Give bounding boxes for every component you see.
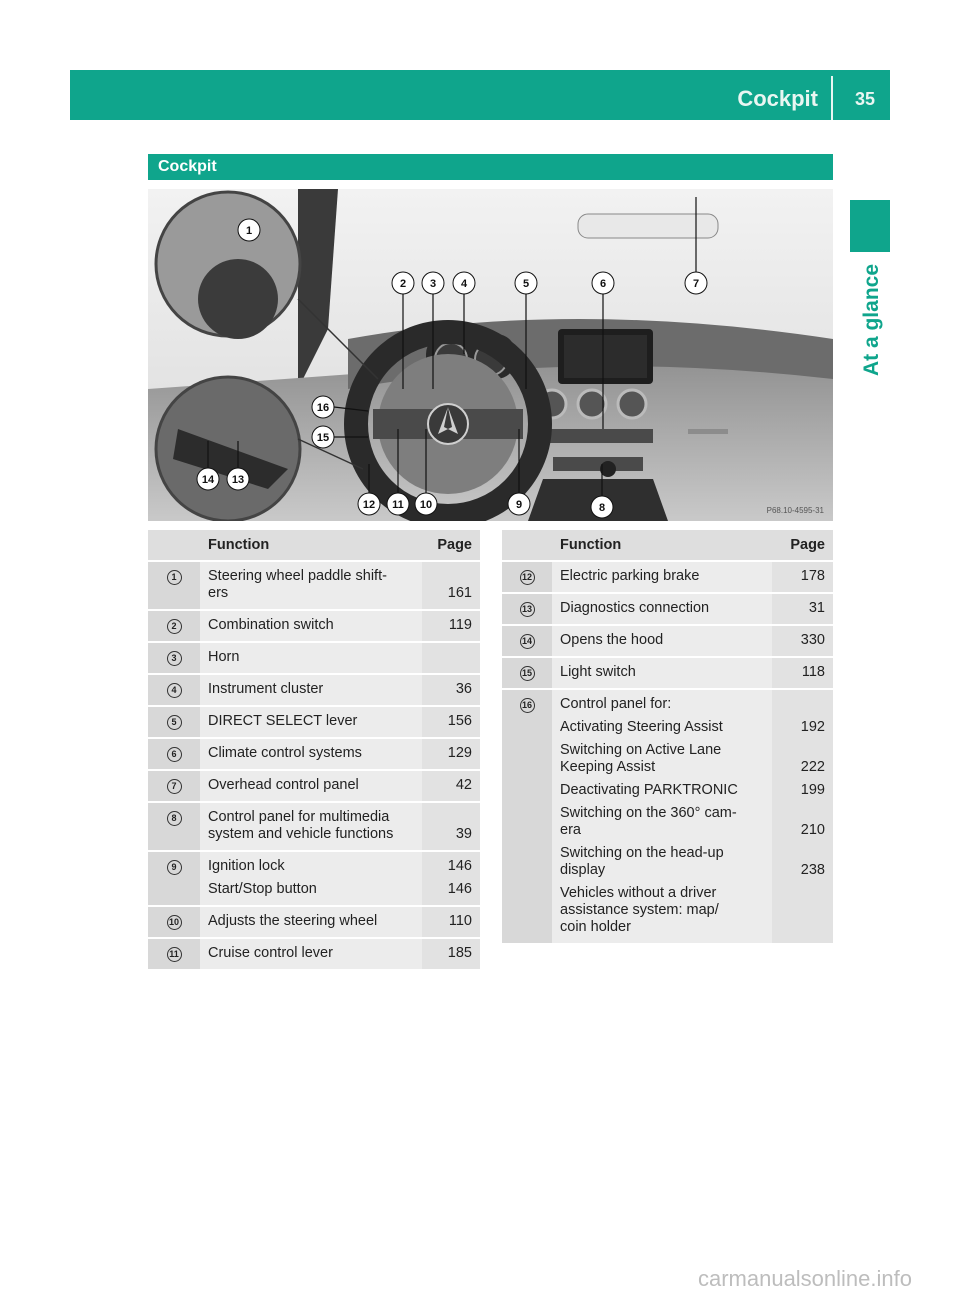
page-cell	[422, 561, 480, 610]
function-text: Ignition lock	[208, 858, 285, 874]
function-text: coin holder	[560, 919, 631, 935]
page-cell	[422, 610, 480, 642]
figure-reference: P68.10-4595-31	[766, 506, 824, 515]
page-cell	[422, 738, 480, 770]
page-reference: 31	[808, 600, 825, 616]
row-number-cell	[148, 802, 200, 851]
page-reference: 39	[455, 826, 472, 842]
function-text: Instrument cluster	[208, 681, 324, 697]
row-number-cell	[148, 770, 200, 802]
function-text: Start/Stop button	[208, 881, 317, 897]
header-num	[148, 530, 200, 561]
function-text: Activating Steering Assist	[560, 719, 723, 735]
function-text: DIRECT SELECT lever	[208, 713, 358, 729]
row-number-badge: 13	[520, 602, 535, 617]
watermark: carmanualsonline.info	[697, 1266, 912, 1291]
row-number-badge: 14	[520, 634, 535, 649]
callout-9: 9	[515, 499, 523, 511]
function-text: Steering wheel paddle shift-	[208, 568, 387, 584]
table-header-row	[502, 530, 833, 561]
function-text: system and vehicle functions	[208, 826, 394, 842]
row-number-badge: 12	[520, 570, 535, 585]
function-cell	[552, 689, 772, 944]
function-text: Combination switch	[208, 617, 334, 633]
row-number-cell	[502, 625, 552, 657]
page-reference: 192	[800, 719, 825, 735]
table-row	[148, 561, 480, 610]
page-reference: 238	[800, 862, 825, 878]
callout-1: 1	[245, 225, 253, 237]
function-cell	[200, 802, 422, 851]
page-reference: 42	[455, 777, 472, 793]
header-num	[502, 530, 552, 561]
row-number-badge: 7	[167, 779, 182, 794]
function-table-left	[148, 530, 480, 971]
row-number-badge: 6	[167, 747, 182, 762]
page-reference: 36	[455, 681, 472, 697]
row-number-badge: 11	[167, 947, 182, 962]
callout-3: 3	[429, 278, 437, 290]
page-reference	[430, 809, 472, 826]
row-number-badge: 5	[167, 715, 182, 730]
page-reference: 185	[447, 945, 472, 961]
row-number-badge: 9	[167, 860, 182, 875]
function-text: Switching on the 360° cam-	[560, 805, 737, 821]
callout-2: 2	[399, 278, 407, 290]
function-text: Light switch	[560, 664, 636, 680]
function-cell	[200, 738, 422, 770]
function-cell	[200, 610, 422, 642]
function-cell	[200, 706, 422, 738]
callout-10: 10	[419, 499, 433, 511]
callout-13: 13	[231, 474, 245, 486]
callout-6: 6	[599, 278, 607, 290]
row-number-cell	[148, 674, 200, 706]
function-cell	[200, 674, 422, 706]
page-reference: 119	[448, 617, 472, 633]
row-number-cell	[502, 593, 552, 625]
function-text: ers	[208, 585, 229, 601]
callout-5: 5	[522, 278, 530, 290]
function-cell	[200, 561, 422, 610]
function-text: Climate control systems	[208, 745, 362, 761]
page-cell	[772, 625, 833, 657]
function-text: Switching on the head-up	[560, 845, 724, 861]
function-text: Cruise control lever	[208, 945, 333, 961]
function-text: Electric parking brake	[560, 568, 700, 584]
page-cell	[422, 770, 480, 802]
function-text: Diagnostics connection	[560, 600, 710, 616]
table-row	[148, 610, 480, 642]
function-text: Keeping Assist	[560, 759, 656, 775]
function-text: Overhead control panel	[208, 777, 359, 793]
page-cell	[422, 851, 480, 906]
page-reference	[430, 649, 472, 666]
page-cell	[422, 802, 480, 851]
page-reference: 210	[800, 822, 825, 838]
header-page: Page	[422, 530, 480, 561]
row-number-badge: 15	[520, 666, 535, 681]
row-number-cell	[148, 642, 200, 674]
function-cell	[552, 657, 772, 689]
page-reference: 178	[800, 568, 825, 584]
row-number-cell	[148, 706, 200, 738]
row-number-badge: 1	[167, 570, 182, 585]
table-row	[502, 561, 833, 593]
page-cell	[772, 561, 833, 593]
function-text: Opens the hood	[560, 632, 664, 648]
table-row	[148, 674, 480, 706]
callout-14: 14	[201, 474, 215, 486]
header-function: Function	[200, 530, 422, 561]
page-reference: 110	[448, 913, 472, 929]
function-cell	[200, 642, 422, 674]
callout-15: 15	[316, 432, 330, 444]
page-cell	[422, 706, 480, 738]
table-row	[148, 802, 480, 851]
function-text: Switching on Active Lane	[560, 742, 722, 758]
page-reference	[780, 805, 825, 822]
table-row	[148, 642, 480, 674]
page-cell	[772, 657, 833, 689]
page-reference: 156	[447, 713, 472, 729]
page-cell	[772, 593, 833, 625]
page-reference	[780, 696, 825, 713]
function-cell	[552, 561, 772, 593]
row-number-cell	[148, 561, 200, 610]
callout-16: 16	[316, 402, 330, 414]
cockpit-photo	[148, 189, 833, 521]
table-row	[502, 593, 833, 625]
page-reference: 161	[447, 585, 472, 601]
function-text: Adjusts the steering wheel	[208, 913, 378, 929]
row-number-cell	[148, 906, 200, 938]
row-number-badge: 8	[167, 811, 182, 826]
row-number-badge: 4	[167, 683, 182, 698]
row-number-cell	[148, 610, 200, 642]
table-row	[148, 706, 480, 738]
function-text: Vehicles without a driver	[560, 885, 717, 901]
function-text: display	[560, 862, 606, 878]
row-number-cell	[148, 938, 200, 970]
table-header-row	[148, 530, 480, 561]
row-number-badge: 10	[167, 915, 182, 930]
page-number: 35	[854, 89, 876, 109]
table-row	[502, 625, 833, 657]
table-row	[148, 906, 480, 938]
function-table-right	[502, 530, 833, 945]
row-number-badge: 3	[167, 651, 182, 666]
page-reference	[780, 902, 825, 919]
row-number-cell	[148, 738, 200, 770]
page-cell	[422, 642, 480, 674]
function-cell	[200, 906, 422, 938]
page-reference: 222	[800, 759, 825, 775]
page-reference: 129	[447, 745, 472, 761]
page-reference	[780, 919, 825, 936]
header-function: Function	[552, 530, 772, 561]
function-text: Control panel for:	[560, 696, 672, 712]
function-cell	[552, 593, 772, 625]
row-number-cell	[502, 561, 552, 593]
function-cell	[200, 770, 422, 802]
row-number-cell	[148, 851, 200, 906]
header-page: Page	[772, 530, 833, 561]
page-reference: 146	[447, 881, 472, 897]
function-cell	[200, 938, 422, 970]
page-header-title: Cockpit	[737, 86, 818, 111]
function-text: Horn	[208, 649, 240, 665]
chapter-tab-marker	[850, 200, 890, 252]
function-cell	[552, 625, 772, 657]
callout-11: 11	[392, 499, 404, 511]
table-row	[148, 770, 480, 802]
page-reference: 199	[800, 782, 825, 798]
row-number-cell	[502, 657, 552, 689]
section-title: Cockpit	[148, 154, 833, 180]
page-cell	[422, 938, 480, 970]
page-reference: 330	[800, 632, 825, 648]
function-text: era	[560, 822, 581, 838]
page-cell	[422, 906, 480, 938]
page-reference	[430, 568, 472, 585]
table-row	[502, 689, 833, 944]
page-cell	[772, 689, 833, 944]
function-text: Control panel for multimedia	[208, 809, 390, 825]
table-row	[148, 851, 480, 906]
callout-7: 7	[692, 278, 700, 290]
callout-12: 12	[362, 499, 376, 511]
row-number-badge: 2	[167, 619, 182, 634]
callout-8: 8	[598, 502, 606, 514]
page-reference	[780, 742, 825, 759]
function-text: Deactivating PARKTRONIC	[560, 782, 738, 798]
row-number-cell	[502, 689, 552, 944]
page-reference: 146	[447, 858, 472, 874]
table-row	[502, 657, 833, 689]
function-text: assistance system: map/	[560, 902, 719, 918]
table-row	[148, 738, 480, 770]
header-divider	[831, 76, 833, 120]
row-number-badge: 16	[520, 698, 535, 713]
page-reference	[780, 845, 825, 862]
chapter-tab-label: At a glance	[860, 263, 883, 377]
page-reference	[780, 885, 825, 902]
page-cell	[422, 674, 480, 706]
function-cell	[200, 851, 422, 906]
page-reference: 118	[801, 664, 825, 680]
table-row	[148, 938, 480, 970]
callout-4: 4	[460, 278, 468, 290]
page-header-band	[70, 70, 890, 120]
